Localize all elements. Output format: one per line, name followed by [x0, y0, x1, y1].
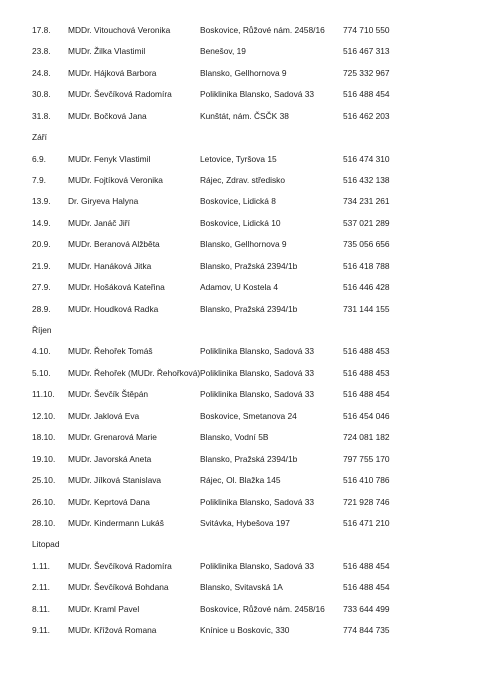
row-phone: 516 418 788 — [343, 260, 390, 271]
row-doctor: MUDr. Ševčíková Radomíra — [68, 89, 172, 100]
row-date: 8.11. — [32, 603, 51, 614]
row-doctor: MDDr. Vitouchová Veronika — [68, 25, 171, 35]
schedule-row — [0, 344, 495, 358]
row-phone: 516 488 454 — [343, 389, 390, 400]
row-date: 5.10. — [32, 367, 51, 378]
schedule-row — [0, 216, 495, 230]
row-doctor: MUDr. Bočková Jana — [68, 110, 147, 121]
schedule-row — [0, 473, 495, 487]
row-doctor: MUDr. Hošáková Kateřina — [68, 282, 165, 293]
row-address: Blansko, Pražská 2394/1b — [200, 303, 298, 314]
row-doctor: MUDr. Křížová Romana — [68, 625, 157, 635]
row-doctor: MUDr. Žilka Vlastimil — [68, 46, 146, 57]
schedule-row — [0, 237, 495, 251]
row-date: 28.9. — [32, 303, 51, 314]
row-doctor: MUDr. Kindermann Lukáš — [68, 517, 164, 528]
row-address: Blansko, Pražská 2394/1b — [200, 260, 298, 271]
month-heading-label: Litopad — [32, 539, 60, 550]
row-phone: 774 844 735 — [343, 625, 390, 635]
row-date: 20.9. — [32, 239, 51, 250]
schedule-row — [0, 23, 495, 37]
row-address: Blansko, Pražská 2394/1b — [200, 453, 298, 464]
row-doctor: MUDr. Jaklová Eva — [68, 410, 140, 421]
row-address: Poliklinika Blansko, Sadová 33 — [200, 496, 315, 507]
row-phone: 516 474 310 — [343, 153, 390, 164]
row-date: 27.9. — [32, 282, 51, 293]
row-date: 4.10. — [32, 346, 51, 357]
row-address: Rájec, Zdrav. středisko — [200, 175, 286, 185]
row-doctor: MUDr. Ševčík Štěpán — [68, 389, 149, 400]
schedule-row — [0, 430, 495, 444]
schedule-row — [0, 259, 495, 273]
row-address: Blansko, Gellhornova 9 — [200, 67, 287, 78]
schedule-row — [0, 602, 495, 616]
row-address: Blansko, Svitavská 1A — [200, 582, 283, 593]
schedule-row — [0, 66, 495, 80]
schedule-row — [0, 280, 495, 294]
row-date: 1.11. — [32, 560, 51, 571]
row-date: 25.10. — [32, 475, 56, 485]
row-phone: 735 056 656 — [343, 239, 390, 250]
schedule-row — [0, 194, 495, 208]
month-heading — [0, 323, 495, 337]
row-doctor: MUDr. Hanáková Jitka — [68, 260, 152, 271]
schedule-row — [0, 109, 495, 123]
row-date: 21.9. — [32, 260, 51, 271]
row-phone: 797 755 170 — [343, 453, 390, 464]
row-phone: 731 144 155 — [343, 303, 390, 314]
row-date: 6.9. — [32, 153, 46, 164]
row-address: Boskovice, Smetanova 24 — [200, 410, 297, 421]
row-date: 11.10. — [32, 389, 55, 400]
row-date: 12.10. — [32, 410, 56, 421]
schedule-row — [0, 366, 495, 380]
row-address: Kunštát, nám. ČSČK 38 — [200, 110, 289, 121]
row-date: 30.8. — [32, 89, 51, 100]
row-doctor: MUDr. Grenarová Marie — [68, 432, 157, 443]
row-address: Boskovice, Růžové nám. 2458/16 — [200, 25, 325, 35]
row-phone: 516 410 786 — [343, 475, 390, 485]
row-address: Rájec, Ol. Blažka 145 — [200, 475, 281, 485]
row-address: Blansko, Vodní 5B — [200, 432, 269, 443]
month-heading — [0, 537, 495, 551]
row-phone: 516 467 313 — [343, 46, 390, 57]
row-address: Boskovice, Růžové nám. 2458/16 — [200, 603, 325, 614]
schedule-row — [0, 387, 495, 401]
row-phone: 516 488 454 — [343, 89, 390, 100]
schedule-row — [0, 452, 495, 466]
row-phone: 774 710 550 — [343, 25, 390, 35]
row-phone: 733 644 499 — [343, 603, 390, 614]
row-phone: 516 488 453 — [343, 346, 390, 357]
row-doctor: MUDr. Ševčíková Bohdana — [68, 582, 169, 593]
row-doctor: MUDr. Řehořek Tomáš — [68, 346, 153, 357]
row-phone: 537 021 289 — [343, 217, 390, 228]
row-doctor: MUDr. Fojtíková Veronika — [68, 175, 163, 185]
row-date: 31.8. — [32, 110, 51, 121]
row-phone: 516 462 203 — [343, 110, 390, 121]
row-doctor: MUDr. Javorská Aneta — [68, 453, 152, 464]
row-phone: 516 488 453 — [343, 367, 390, 378]
row-phone: 516 471 210 — [343, 517, 390, 528]
schedule-row — [0, 152, 495, 166]
row-doctor: MUDr. Hájková Barbora — [68, 67, 157, 78]
row-date: 26.10. — [32, 496, 56, 507]
row-doctor: MUDr. Beranová Alžběta — [68, 239, 160, 250]
row-date: 23.8. — [32, 46, 51, 57]
row-address: Benešov, 19 — [200, 46, 246, 57]
row-phone: 734 231 261 — [343, 196, 390, 207]
schedule-row — [0, 87, 495, 101]
row-doctor: MUDr. Houdková Radka — [68, 303, 159, 314]
row-address: Svitávka, Hybešova 197 — [200, 517, 290, 528]
row-date: 14.9. — [32, 217, 51, 228]
schedule-row — [0, 495, 495, 509]
row-doctor: MUDr. Jílková Stanislava — [68, 475, 162, 485]
schedule-row — [0, 623, 495, 637]
row-doctor: MUDr. Kraml Pavel — [68, 603, 140, 614]
row-address: Boskovice, Lidická 8 — [200, 196, 276, 207]
schedule-row — [0, 409, 495, 423]
schedule-row — [0, 44, 495, 58]
row-doctor: MUDr. Janáč Jiří — [68, 217, 130, 228]
row-address: Poliklinika Blansko, Sadová 33 — [200, 560, 315, 571]
row-phone: 516 454 046 — [343, 410, 390, 421]
row-doctor: MUDr. Keprtová Dana — [68, 496, 150, 507]
row-phone: 725 332 967 — [343, 67, 390, 78]
row-phone: 516 488 454 — [343, 582, 390, 593]
row-phone: 516 432 138 — [343, 175, 390, 185]
row-doctor: MUDr. Fenyk Vlastimil — [68, 153, 151, 164]
row-address: Adamov, U Kostela 4 — [200, 282, 279, 293]
row-phone: 724 081 182 — [343, 432, 390, 443]
row-doctor: MUDr. Řehořek (MUDr. Řehořková) — [68, 367, 200, 378]
row-address: Poliklinika Blansko, Sadová 33 — [200, 367, 315, 378]
month-heading-label: Říjen — [32, 325, 52, 335]
month-heading-label: Září — [32, 132, 47, 143]
row-address: Blansko, Gellhornova 9 — [200, 239, 287, 250]
schedule-row — [0, 302, 495, 316]
month-heading — [0, 130, 495, 144]
row-address: Knínice u Boskovic, 330 — [200, 625, 290, 635]
row-doctor: MUDr. Ševčíková Radomíra — [68, 560, 172, 571]
row-date: 19.10. — [32, 453, 56, 464]
row-date: 2.11. — [32, 582, 51, 593]
row-phone: 516 446 428 — [343, 282, 390, 293]
row-date: 7.9. — [32, 175, 46, 185]
row-address: Poliklinika Blansko, Sadová 33 — [200, 389, 315, 400]
row-address: Poliklinika Blansko, Sadová 33 — [200, 89, 315, 100]
row-date: 17.8. — [32, 25, 51, 35]
row-address: Poliklinika Blansko, Sadová 33 — [200, 346, 315, 357]
schedule-row — [0, 516, 495, 530]
row-date: 13.9. — [32, 196, 51, 207]
row-phone: 721 928 746 — [343, 496, 390, 507]
schedule-row — [0, 559, 495, 573]
row-date: 28.10. — [32, 517, 56, 528]
row-address: Boskovice, Lidická 10 — [200, 217, 281, 228]
row-date: 18.10. — [32, 432, 56, 443]
schedule-row — [0, 173, 495, 187]
row-address: Letovice, Tyršova 15 — [200, 153, 277, 164]
row-date: 9.11. — [32, 625, 51, 635]
row-doctor: Dr. Giryeva Halyna — [68, 196, 139, 207]
row-phone: 516 488 454 — [343, 560, 390, 571]
row-date: 24.8. — [32, 67, 51, 78]
schedule-row — [0, 580, 495, 594]
